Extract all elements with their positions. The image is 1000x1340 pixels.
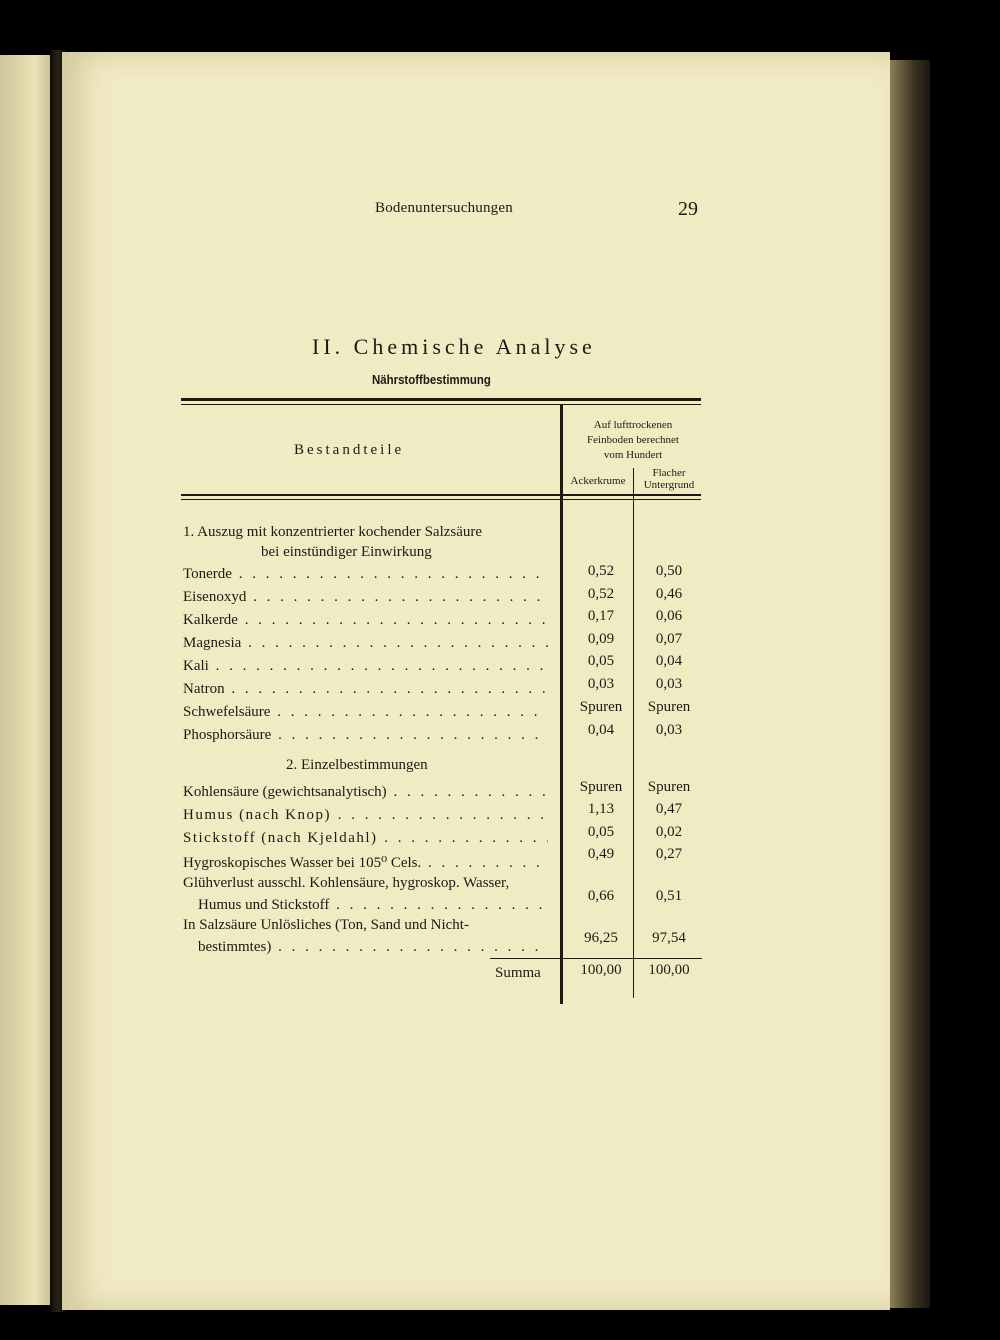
column-header-ackerkrume: Ackerkrume xyxy=(570,475,626,487)
row-label xyxy=(183,635,548,652)
value-untergrund: 0,03 xyxy=(655,676,683,692)
value-ackerkrume: 0,66 xyxy=(587,888,615,904)
column-header-bestandteile: Bestandteile xyxy=(294,442,405,458)
group-title-line: bei einstündiger Einwirkung xyxy=(261,544,432,560)
row-label-text: Magnesia xyxy=(183,635,242,651)
row-label-text: Humus (nach Knop) xyxy=(183,807,331,823)
value-untergrund: 0,02 xyxy=(655,824,683,840)
value-ackerkrume: 0,52 xyxy=(587,586,615,602)
page-number: 29 xyxy=(678,198,698,220)
row-label-multiline xyxy=(183,914,548,958)
column-group-line: Auf lufttrockenen xyxy=(593,419,673,431)
running-head: Bodenuntersuchungen xyxy=(375,200,513,216)
row-label-multiline xyxy=(183,872,548,916)
row-label-line: In Salzsäure Unlösliches (Ton, Sand und Nicht- xyxy=(183,917,469,933)
row-label-text: Eisenoxyd xyxy=(183,589,247,605)
header-bottom-rule xyxy=(181,494,701,496)
row-label-line: bestimmtes) . . . xyxy=(183,936,548,958)
row-label xyxy=(183,727,548,744)
value-untergrund: 0,27 xyxy=(655,846,683,862)
value-summa-ackerkrume: 100,00 xyxy=(580,962,622,978)
value-untergrund: 0,51 xyxy=(655,888,683,904)
row-label-line: Glühverlust ausschl. Kohlensäure, hygroskop. Wasser, xyxy=(183,875,510,891)
row-label-text: Stickstoff (nach Kjeldahl) xyxy=(183,830,378,846)
row-label xyxy=(183,853,548,872)
value-ackerkrume: 0,09 xyxy=(587,631,615,647)
value-untergrund: 0,03 xyxy=(655,722,683,738)
value-summa-untergrund: 100,00 xyxy=(648,962,690,978)
summa-rule xyxy=(490,958,702,959)
value-untergrund: Spuren xyxy=(647,699,691,715)
table-subtitle: Nährstoffbestimmung xyxy=(372,372,491,387)
row-label xyxy=(183,589,548,606)
value-ackerkrume: 1,13 xyxy=(587,801,615,817)
value-ackerkrume: 0,03 xyxy=(587,676,615,692)
row-label xyxy=(183,612,548,629)
row-label-line: Humus und Stickstoff . . . xyxy=(183,894,548,916)
value-ackerkrume: 96,25 xyxy=(584,930,618,946)
row-label-text: Natron xyxy=(183,681,225,697)
column-header-untergrund xyxy=(636,467,702,491)
row-label xyxy=(183,830,548,847)
value-untergrund: 0,50 xyxy=(655,563,683,579)
row-label-text: Kali xyxy=(183,658,209,674)
column-group-line: Feinboden berechnet xyxy=(587,434,679,446)
value-ackerkrume: 0,05 xyxy=(587,824,615,840)
row-label xyxy=(183,807,548,824)
summa-label: Summa xyxy=(495,965,541,981)
row-label xyxy=(183,658,548,675)
value-untergrund: 0,46 xyxy=(655,586,683,602)
value-ackerkrume: 0,17 xyxy=(587,608,615,624)
value-ackerkrume: 0,04 xyxy=(587,722,615,738)
group-title-auszug xyxy=(183,522,548,562)
table-top-rule-thin xyxy=(181,404,701,405)
row-label-text: Phosphorsäure xyxy=(183,727,272,743)
row-label-text: Hygroskopisches Wasser bei 105⁰ Cels. xyxy=(183,855,422,871)
column-header-untergrund-line: Flacher xyxy=(652,467,686,479)
column-group-header xyxy=(566,418,700,463)
row-label-text: Kohlensäure (gewichtsanalytisch) xyxy=(183,784,387,800)
value-untergrund: 0,07 xyxy=(655,631,683,647)
section-title: II. Chemische Analyse xyxy=(312,334,596,359)
row-label-text: Tonerde xyxy=(183,566,232,582)
table-top-rule xyxy=(181,398,701,401)
value-ackerkrume: Spuren xyxy=(579,779,623,795)
page-edge-right xyxy=(890,60,930,1308)
value-ackerkrume: Spuren xyxy=(579,699,623,715)
row-label xyxy=(183,704,548,721)
value-untergrund: 0,06 xyxy=(655,608,683,624)
row-label xyxy=(183,784,548,801)
row-label-text: Kalkerde xyxy=(183,612,238,628)
row-label xyxy=(183,566,548,583)
column-group-line: vom Hundert xyxy=(603,449,663,461)
column-divider-main xyxy=(560,404,563,1004)
value-untergrund: 0,47 xyxy=(655,801,683,817)
value-ackerkrume: 0,52 xyxy=(587,563,615,579)
row-label-text: Schwefelsäure xyxy=(183,704,271,720)
value-untergrund: Spuren xyxy=(647,779,691,795)
row-label xyxy=(183,681,548,698)
group-title-line: 1. Auszug mit konzentrierter kochender Salzsäure xyxy=(183,524,483,540)
value-untergrund: 0,04 xyxy=(655,653,683,669)
value-untergrund: 97,54 xyxy=(652,930,686,946)
group-title-einzelbestimmungen: 2. Einzelbestimmungen xyxy=(286,757,428,773)
value-ackerkrume: 0,49 xyxy=(587,846,615,862)
column-header-untergrund-line: Untergrund xyxy=(643,479,695,491)
header-bottom-rule-thin xyxy=(181,499,701,500)
value-ackerkrume: 0,05 xyxy=(587,653,615,669)
